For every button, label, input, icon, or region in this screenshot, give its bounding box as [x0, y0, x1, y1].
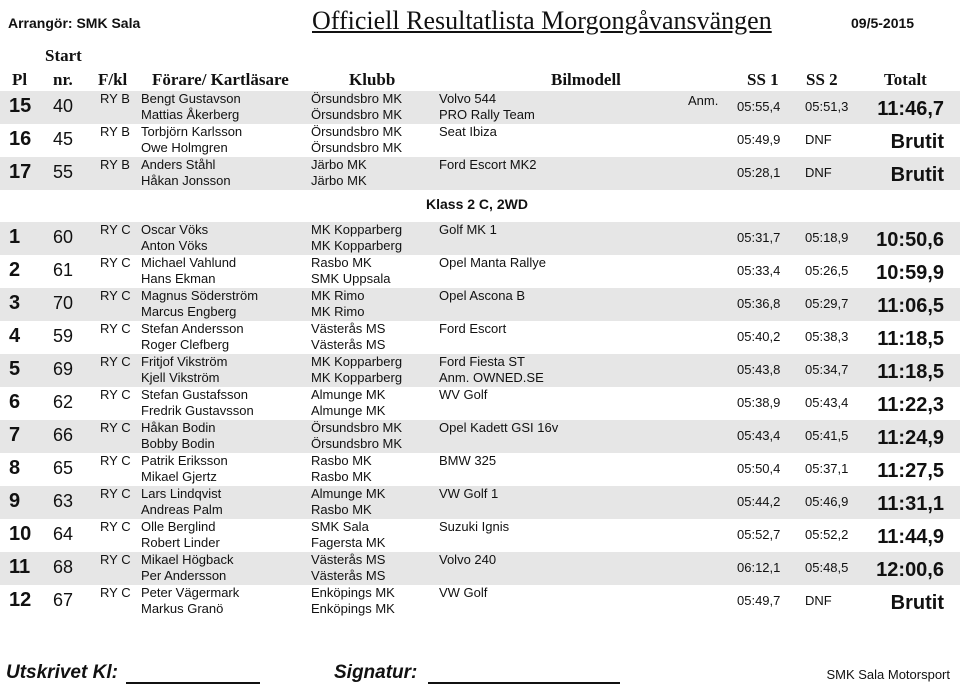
row-codriver: Kjell Vikström: [141, 370, 220, 385]
row-ss1: 05:50,4: [737, 461, 781, 476]
row-place: 5: [9, 358, 21, 380]
row-club-codriver: SMK Uppsala: [311, 271, 391, 286]
row-driver: Stefan Gustafsson: [141, 387, 248, 402]
row-start-number: 69: [53, 359, 74, 379]
row-club-codriver: Almunge MK: [311, 403, 386, 418]
row-driver: Michael Vahlund: [141, 255, 237, 270]
row-ss1: 05:55,4: [737, 99, 781, 114]
row-ss2: DNF: [805, 593, 832, 608]
row-club-codriver: Rasbo MK: [311, 469, 372, 484]
row-codriver: Andreas Palm: [141, 502, 223, 517]
row-class: RY C: [100, 486, 131, 501]
col-club: Klubb: [349, 70, 396, 89]
row-start-number: 65: [53, 458, 74, 478]
row-car: Opel Manta Rallye: [439, 255, 546, 270]
row-car: BMW 325: [439, 453, 497, 468]
row-codriver: Håkan Jonsson: [141, 173, 231, 188]
row-class: RY C: [100, 354, 131, 369]
row-club-driver: Rasbo MK: [311, 453, 372, 468]
row-total: 10:59,9: [876, 262, 944, 284]
row-total: 11:27,5: [877, 460, 944, 482]
row-ss2: DNF: [805, 132, 832, 147]
row-car: Seat Ibiza: [439, 124, 497, 139]
row-car: WV Golf: [439, 387, 488, 402]
row-start-number: 40: [53, 96, 74, 116]
signature-label: Signatur:: [334, 662, 418, 683]
row-club-codriver: Örsundsbro MK: [311, 140, 403, 155]
row-codriver: Mattias Åkerberg: [141, 107, 240, 122]
row-car: VW Golf 1: [439, 486, 499, 501]
row-club-driver: Örsundsbro MK: [311, 420, 403, 435]
row-start-number: 67: [53, 590, 74, 610]
row-driver: Patrik Eriksson: [141, 453, 228, 468]
row-ss1: 05:43,4: [737, 428, 781, 443]
row-driver: Anders Ståhl: [141, 157, 216, 172]
row-ss2: 05:38,3: [805, 329, 849, 344]
row-total: 11:44,9: [877, 526, 944, 548]
row-car: Golf MK 1: [439, 222, 497, 237]
row-club-driver: SMK Sala: [311, 519, 369, 534]
event-date: 09/5-2015: [851, 15, 915, 31]
row-driver: Olle Berglind: [141, 519, 216, 534]
row-ss1: 05:49,7: [737, 593, 781, 608]
row-place: 7: [9, 424, 21, 446]
row-driver: Magnus Söderström: [141, 288, 259, 303]
row-car: Ford Escort: [439, 321, 507, 336]
col-car: Bilmodell: [551, 70, 621, 89]
row-ss2: 05:52,2: [805, 527, 849, 542]
row-total: 11:22,3: [877, 394, 944, 416]
row-car: Ford Fiesta ST: [439, 354, 525, 369]
row-place: 10: [9, 523, 32, 545]
row-class: RY C: [100, 288, 131, 303]
row-club-codriver: Örsundsbro MK: [311, 436, 403, 451]
row-club-codriver: Järbo MK: [311, 173, 367, 188]
row-driver: Peter Vägermark: [141, 585, 240, 600]
row-start-number: 63: [53, 491, 74, 511]
row-class: RY C: [100, 519, 131, 534]
row-class: RY C: [100, 321, 131, 336]
row-ss1: 05:52,7: [737, 527, 781, 542]
col-pl: Pl: [12, 70, 28, 89]
row-ss1: 05:31,7: [737, 230, 781, 245]
row-club-codriver: Rasbo MK: [311, 502, 372, 517]
row-driver: Stefan Andersson: [141, 321, 244, 336]
row-club-driver: MK Kopparberg: [311, 222, 403, 237]
row-club-driver: Almunge MK: [311, 387, 386, 402]
row-ss2: 05:48,5: [805, 560, 849, 575]
row-codriver: Markus Granö: [141, 601, 224, 616]
row-codriver: Marcus Engberg: [141, 304, 237, 319]
row-car: Opel Kadett GSI 16v: [439, 420, 559, 435]
row-ss2: 05:46,9: [805, 494, 849, 509]
row-car-note: PRO Rally Team: [439, 107, 535, 122]
row-ss1: 05:43,8: [737, 362, 781, 377]
row-ss1: 05:49,9: [737, 132, 781, 147]
row-start-number: 62: [53, 392, 74, 412]
row-total: Brutit: [890, 164, 944, 186]
row-start-number: 66: [53, 425, 74, 445]
row-codriver: Anton Vöks: [141, 238, 208, 253]
footer-org: SMK Sala Motorsport: [826, 667, 950, 682]
row-club-codriver: MK Kopparberg: [311, 238, 403, 253]
row-class: RY B: [100, 157, 130, 172]
row-place: 16: [9, 128, 32, 150]
row-total: 11:46,7: [877, 98, 944, 120]
row-codriver: Roger Clefberg: [141, 337, 230, 352]
col-total: Totalt: [884, 70, 927, 89]
row-driver: Torbjörn Karlsson: [141, 124, 243, 139]
row-car: VW Golf: [439, 585, 488, 600]
organizer: Arrangör: SMK Sala: [8, 15, 141, 31]
row-ss2: 05:41,5: [805, 428, 849, 443]
row-club-driver: Örsundsbro MK: [311, 91, 403, 106]
row-driver: Oscar Vöks: [141, 222, 209, 237]
row-car: Suzuki Ignis: [439, 519, 510, 534]
row-club-codriver: Västerås MS: [311, 337, 386, 352]
row-driver: Håkan Bodin: [141, 420, 216, 435]
row-start-number: 61: [53, 260, 74, 280]
row-place: 15: [9, 95, 32, 117]
row-codriver: Owe Holmgren: [141, 140, 228, 155]
row-club-codriver: MK Rimo: [311, 304, 365, 319]
row-class: RY C: [100, 255, 131, 270]
col-start: Start: [45, 46, 82, 65]
row-club-driver: Västerås MS: [311, 321, 386, 336]
row-codriver: Robert Linder: [141, 535, 220, 550]
row-place: 11: [9, 556, 31, 578]
row-codriver: Bobby Bodin: [141, 436, 215, 451]
row-codriver: Per Andersson: [141, 568, 227, 583]
row-total: 11:24,9: [877, 427, 944, 449]
row-place: 6: [9, 391, 21, 413]
row-club-codriver: Västerås MS: [311, 568, 386, 583]
row-ss2: 05:34,7: [805, 362, 849, 377]
row-ss2: 05:18,9: [805, 230, 849, 245]
row-start-number: 55: [53, 162, 74, 182]
row-driver: Fritjof Vikström: [141, 354, 228, 369]
row-total: 11:06,5: [877, 295, 944, 317]
row-club-codriver: MK Kopparberg: [311, 370, 403, 385]
row-ss1: 05:38,9: [737, 395, 781, 410]
row-class: RY C: [100, 420, 131, 435]
row-place: 2: [9, 259, 21, 281]
row-ss2: 05:29,7: [805, 296, 849, 311]
row-ss1: 05:28,1: [737, 165, 781, 180]
row-ss2: 05:43,4: [805, 395, 849, 410]
row-ss2: 05:26,5: [805, 263, 849, 278]
row-start-number: 64: [53, 524, 74, 544]
page-title: Officiell Resultatlista Morgongåvansvängen: [312, 6, 772, 35]
row-car: Opel Ascona B: [439, 288, 525, 303]
row-start-number: 68: [53, 557, 74, 577]
row-total: 11:31,1: [877, 493, 944, 515]
row-ss1: 05:36,8: [737, 296, 781, 311]
col-driver: Förare/ Kartläsare: [152, 70, 289, 89]
row-driver: Lars Lindqvist: [141, 486, 222, 501]
row-ss1: 06:12,1: [737, 560, 781, 575]
row-ss1: 05:33,4: [737, 263, 781, 278]
col-ss2: SS 2: [806, 70, 838, 89]
row-place: 17: [9, 161, 32, 183]
row-place: 4: [9, 325, 21, 347]
row-total: 11:18,5: [877, 361, 944, 383]
row-club-driver: Rasbo MK: [311, 255, 372, 270]
row-club-driver: Almunge MK: [311, 486, 386, 501]
row-place: 9: [9, 490, 21, 512]
row-ss1: 05:44,2: [737, 494, 781, 509]
row-ss1: 05:40,2: [737, 329, 781, 344]
row-total: 12:00,6: [876, 559, 944, 581]
row-class: RY B: [100, 91, 130, 106]
row-total: Brutit: [890, 592, 944, 614]
row-codriver: Mikael Gjertz: [141, 469, 217, 484]
row-class: RY B: [100, 124, 130, 139]
col-nr: nr.: [53, 70, 73, 89]
class-heading: Klass 2 C, 2WD: [426, 196, 528, 212]
row-class: RY C: [100, 552, 131, 567]
row-class: RY C: [100, 585, 131, 600]
row-car-note: Anm. OWNED.SE: [439, 370, 544, 385]
row-start-number: 70: [53, 293, 74, 313]
row-club-codriver: Örsundsbro MK: [311, 107, 403, 122]
row-place: 3: [9, 292, 21, 314]
row-driver: Mikael Högback: [141, 552, 234, 567]
row-club-driver: MK Rimo: [311, 288, 365, 303]
row-driver: Bengt Gustavson: [141, 91, 241, 106]
row-ss2: 05:37,1: [805, 461, 849, 476]
row-ss2: 05:51,3: [805, 99, 849, 114]
row-club-codriver: Enköpings MK: [311, 601, 395, 616]
row-total: 11:18,5: [877, 328, 944, 350]
row-class: RY C: [100, 387, 131, 402]
row-car: Volvo 240: [439, 552, 497, 567]
row-total: 10:50,6: [876, 229, 944, 251]
col-fkl: F/kl: [98, 70, 128, 89]
row-class: RY C: [100, 222, 131, 237]
row-club-driver: Järbo MK: [311, 157, 367, 172]
row-place: 12: [9, 589, 32, 611]
row-place: 1: [9, 226, 21, 248]
row-codriver: Fredrik Gustavsson: [141, 403, 254, 418]
anm-label: Anm.: [688, 93, 719, 108]
row-ss2: DNF: [805, 165, 832, 180]
row-place: 8: [9, 457, 21, 479]
row-club-codriver: Fagersta MK: [311, 535, 386, 550]
row-start-number: 59: [53, 326, 74, 346]
row-club-driver: Enköpings MK: [311, 585, 395, 600]
printed-label: Utskrivet Kl:: [6, 662, 118, 683]
row-club-driver: Västerås MS: [311, 552, 386, 567]
row-club-driver: MK Kopparberg: [311, 354, 403, 369]
row-car: Volvo 544: [439, 91, 497, 106]
row-car: Ford Escort MK2: [439, 157, 537, 172]
row-total: Brutit: [890, 131, 944, 153]
col-ss1: SS 1: [747, 70, 779, 89]
row-club-driver: Örsundsbro MK: [311, 124, 403, 139]
row-start-number: 45: [53, 129, 74, 149]
row-class: RY C: [100, 453, 131, 468]
row-start-number: 60: [53, 227, 74, 247]
row-codriver: Hans Ekman: [141, 271, 216, 286]
